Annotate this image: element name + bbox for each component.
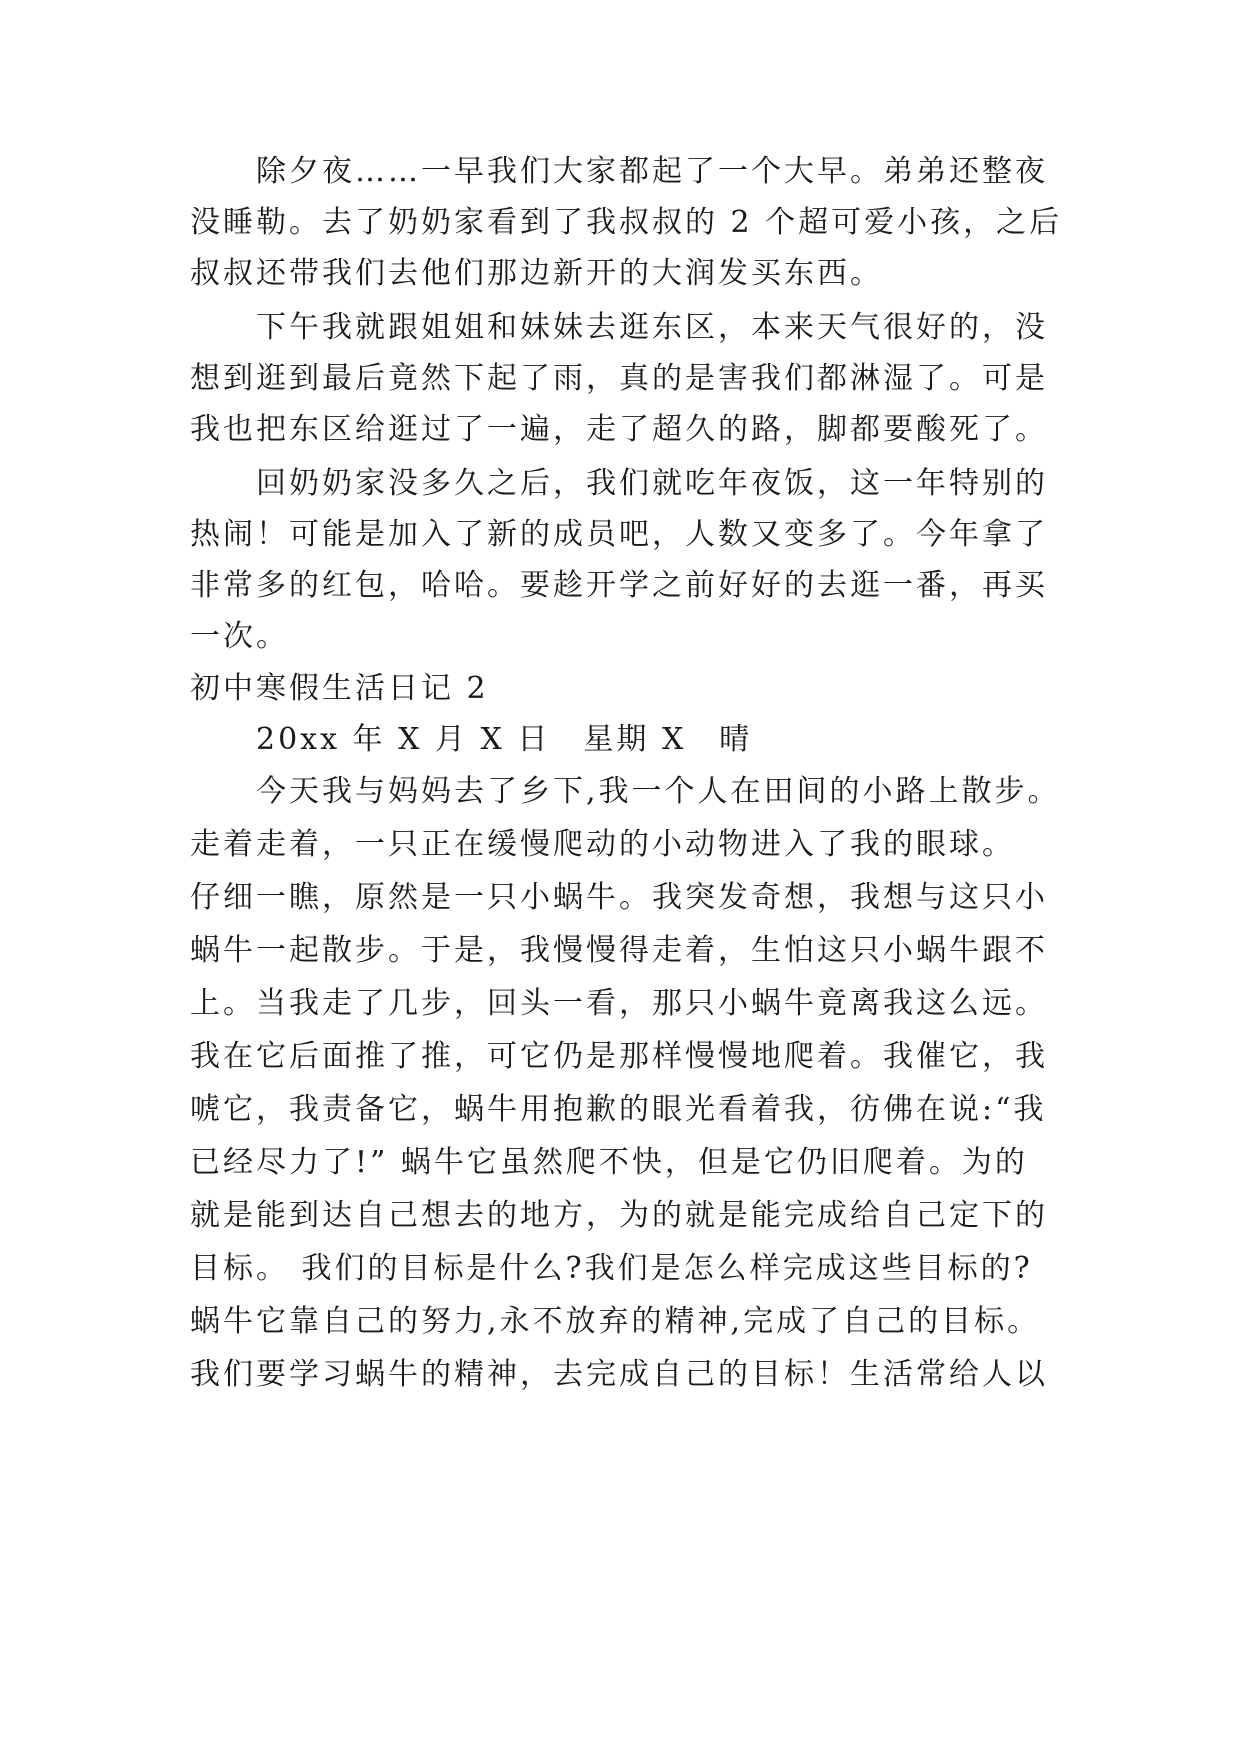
paragraph-line: 仔细一瞧，原然是一只小蜗牛。我突发奇想，我想与这只小 — [190, 880, 1048, 915]
paragraph-line: 走着走着，一只正在缓慢爬动的小动物进入了我的眼球。 — [190, 827, 1015, 862]
paragraph-line: 我也把东区给逛过了一遍，走了超久的路，脚都要酸死了。 — [190, 412, 1048, 447]
paragraph-line: 没睡勒。去了奶奶家看到了我叔叔的 2 个超可爱小孩，之后 — [190, 205, 1063, 240]
diary-date-line: 20xx 年 X 月 X 日 星期 X 晴 — [256, 722, 753, 757]
paragraph-line: 热闹！可能是加入了新的成员吧，人数又变多了。今年拿了 — [190, 517, 1048, 552]
paragraph-line: 除夕夜……一早我们大家都起了一个大早。弟弟还整夜 — [256, 154, 1048, 189]
paragraph-line: 上。当我走了几步，回头一看，那只小蜗牛竟离我这么远。 — [190, 986, 1048, 1021]
paragraph-line: 非常多的红包，哈哈。要趁开学之前好好的去逛一番，再买 — [190, 568, 1048, 603]
paragraph-line: 蜗牛它靠自己的努力,永不放弃的精神,完成了自己的目标。 — [190, 1304, 1041, 1339]
paragraph-line: 叔叔还带我们去他们那边新开的大润发买东西。 — [190, 256, 883, 291]
paragraph-line: 唬它，我责备它，蜗牛用抱歉的眼光看着我，彷佛在说:“我 — [190, 1092, 1047, 1127]
paragraph-line: 我们要学习蜗牛的精神，去完成自己的目标！生活常给人以 — [190, 1357, 1048, 1392]
paragraph-line: 我在它后面推了推，可它仍是那样慢慢地爬着。我催它，我 — [190, 1039, 1048, 1074]
paragraph-line: 已经尽力了!” 蜗牛它虽然爬不快，但是它仍旧爬着。为的 — [190, 1145, 1028, 1180]
paragraph-line: 一次。 — [190, 619, 289, 654]
paragraph-line: 蜗牛一起散步。于是，我慢慢得走着，生怕这只小蜗牛跟不 — [190, 933, 1048, 968]
paragraph-line: 回奶奶家没多久之后，我们就吃年夜饭，这一年特别的 — [256, 466, 1048, 501]
paragraph-line: 下午我就跟姐姐和妹妹去逛东区，本来天气很好的，没 — [256, 310, 1048, 345]
paragraph-line: 今天我与妈妈去了乡下,我一个人在田间的小路上散步。 — [256, 774, 1061, 809]
paragraph-line: 目标。 我们的目标是什么?我们是怎么样完成这些目标的? — [190, 1251, 1033, 1286]
paragraph-line: 想到逛到最后竟然下起了雨，真的是害我们都淋湿了。可是 — [190, 361, 1048, 396]
paragraph-line: 就是能到达自己想去的地方，为的就是能完成给自己定下的 — [190, 1198, 1048, 1233]
section-title: 初中寒假生活日记 2 — [190, 671, 489, 706]
